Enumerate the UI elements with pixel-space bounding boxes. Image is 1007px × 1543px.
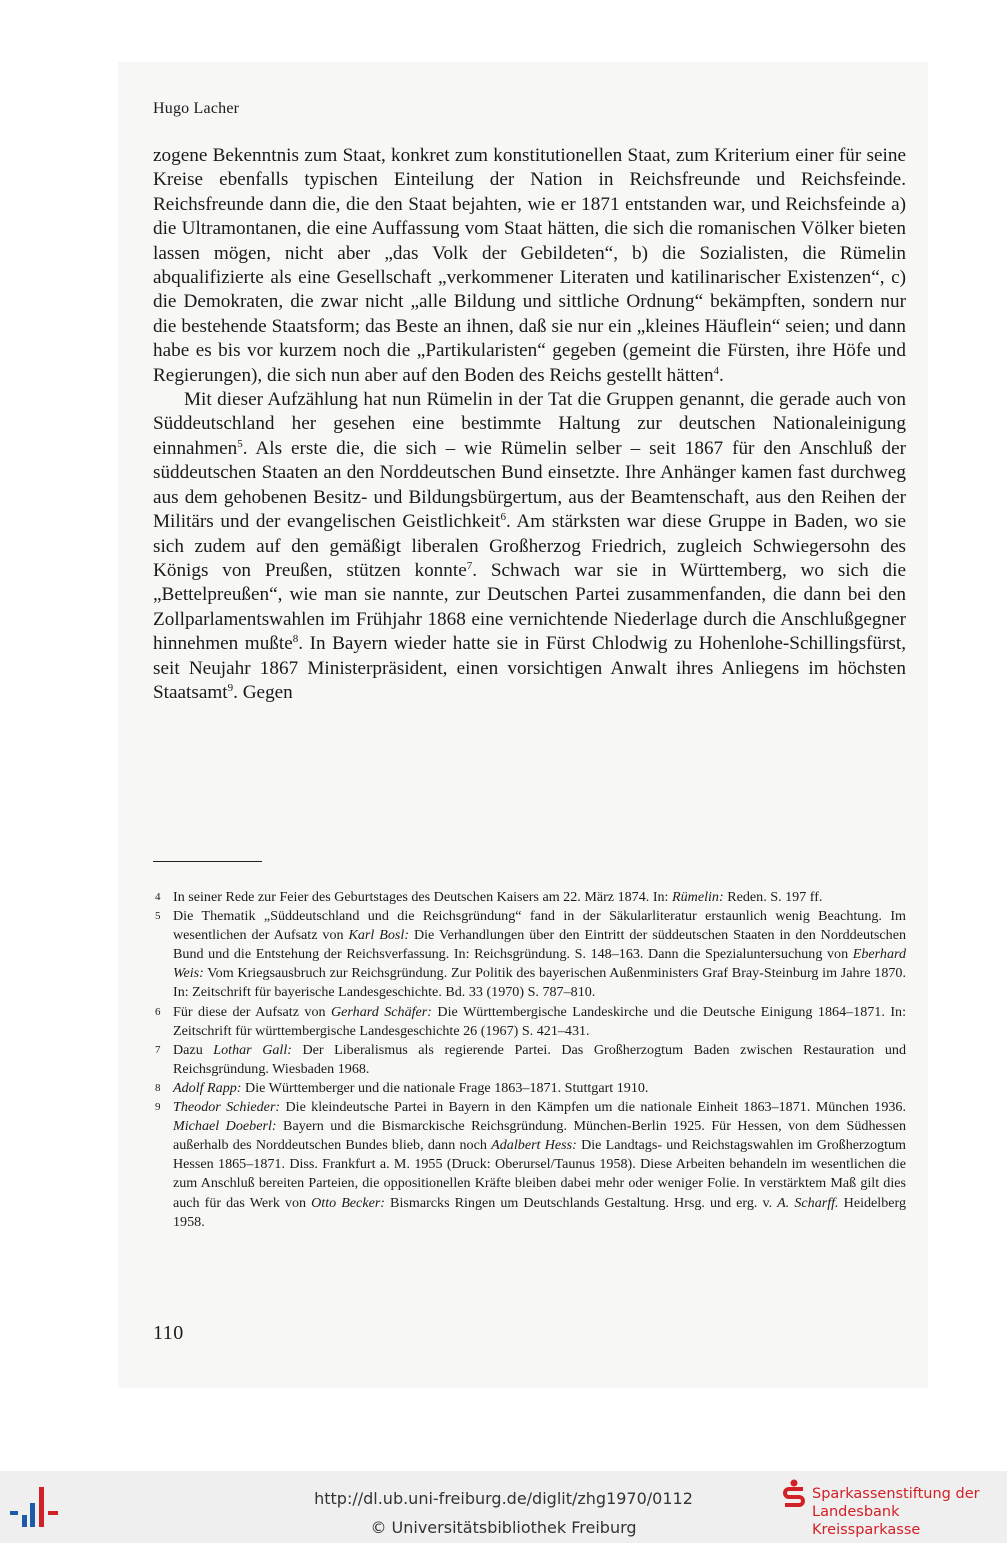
footnote-author: Adolf Rapp: — [173, 1079, 242, 1096]
sponsor-line-1: Sparkassenstiftung der — [812, 1486, 980, 1502]
footnote-ref[interactable]: 5 — [237, 437, 243, 450]
sponsor-line-2: Landesbank Kreissparkasse — [812, 1504, 921, 1538]
footnote-5 — [153, 907, 906, 1002]
footnote-number: 6 — [155, 1005, 161, 1018]
footnote-author: Rümelin: — [672, 889, 724, 905]
footnote-text: Die Württembergische Landeskirche und die Deutsche Einigung 1864–1871. In: Zeitschrift für württembergische Landesgeschichte 26 (1967) S. 421–431. — [173, 1003, 906, 1039]
paragraph-text: . Gegen — [233, 681, 293, 703]
paragraph-text: . Als erste die, die sich – wie Rümelin selber – seit 1867 für den Anschluß der süddeutschen Staaten an den Norddeutschen Bund einsetzte. Ihre Anhänger kamen fast durchweg aus dem gehobenen Besitz- und Bildungsbürgertum, aus der Beamtenschaft, aus den Reihen der Militärs und der evangelischen Geistlichkeit — [153, 437, 906, 533]
footnote-ref[interactable]: 8 — [292, 633, 299, 646]
footnote-author: Eberhard Weis: — [173, 946, 906, 982]
footnote-author: Michael Doeberl: — [173, 1118, 277, 1135]
footnote-text: Bayern und die Bismarckische Reichsgründung. München-Berlin 1925. Für Hessen, von dem Südhessen außerhalb des Norddeutschen Bundes blieb, dann noch — [173, 1118, 907, 1154]
paragraph-text: . In Bayern wieder hatte sie in Fürst Chlodwig zu Hohenlohe-Schillingsfürst, seit Neujahr 1867 Ministerpräsident, einen vorsichtigen Anwalt ihres Anliegens im höchsten Staatsamt — [153, 633, 906, 703]
sponsor-text[interactable] — [812, 1485, 1007, 1539]
paragraph-text: zogene Bekenntnis zum Staat, konkret zum konstitutionellen Staat, zum Kriterium einer für seine Kreise ebenfalls typischen Einteilung der Nation in Reichsfreunde und Reichsfeinde. Reichsfreunde dann die, die den Staat bejahten, wie er 1871 entstanden war, und Reichsfeinde a) die Ultramontanen, die eine Auffassung vom Staat hätten, die sich die romanischen Völker bieten lassen mögen, nicht aber „das Volk der Gebildeten“, b) die Sozialisten, die Rümelin abqualifizierte als eine Gesellschaft „verkommener Literaten und katilinarischer Existenzen“, c) die Demokraten, die zwar nicht „alle Bildung und sittliche Ordnung“ bekämpften, sondern nur die bestehende Staatsform; das Beste an ihnen, daß sie nur ein „kleines Häuflein“ seien; und dann habe es bis vor kurzem noch die „Partikularisten“ gegeben (gemeint die Fürsten, ihre Höfe und Regierungen), die sich nun aber auf den Boden des Reichs gestellt hätten — [153, 145, 906, 386]
copyright-text: © Universitätsbibliothek Freiburg — [370, 1518, 637, 1537]
footnote-author: Karl Bosl: — [348, 927, 410, 944]
footnote-author: Theodor Schieder: — [173, 1099, 281, 1116]
footnote-ref[interactable]: 7 — [466, 559, 473, 572]
footnote-text: Die Württemberger und die nationale Frage 1863–1871. Stuttgart 1910. — [241, 1079, 649, 1096]
paragraph-2 — [153, 388, 906, 705]
footnote-8 — [153, 1079, 906, 1098]
viewer-footer — [0, 1471, 1007, 1543]
paragraph-text: Mit dieser Aufzählung hat nun Rümelin in der Tat die Gruppen genannt, die gerade auch von Süddeutschland her gesehen eine bestimmte Haltung zur deutschen Nationaleinigung einnahmen — [153, 389, 906, 459]
sparkasse-s-icon[interactable] — [781, 1479, 807, 1511]
footnote-6 — [153, 1003, 906, 1041]
footnote-text: In seiner Rede zur Feier des Geburtstages des Deutschen Kaisers am 22. März 1874. In: — [173, 889, 672, 905]
footnote-ref[interactable]: 9 — [227, 681, 234, 694]
body-text — [153, 144, 906, 705]
paragraph-text: . Schwach war sie in Württemberg, wo sich die „Bettelpreußen“, wie man sie nannte, zur Deutschen Partei zusammenfanden, die dann bei den Zollparlamentswahlen im Frühjahr 1868 eine vernichtende Niederlage durch die Anschlußgegner hinnehmen mußte — [153, 559, 906, 655]
footnote-9 — [153, 1098, 906, 1232]
footnote-author: Lothar Gall: — [213, 1041, 292, 1058]
footnote-number: 8 — [155, 1081, 161, 1094]
footnotes — [153, 888, 906, 1232]
footnote-text: Für diese der Aufsatz von — [173, 1003, 331, 1020]
footnote-author: Gerhard Schäfer: — [331, 1003, 432, 1020]
footnote-author: A. Scharff. — [777, 1194, 839, 1211]
footnote-author: Otto Becker: — [311, 1194, 386, 1211]
paragraph-text: . Am stärksten war diese Gruppe in Baden, wo sie sich zudem auf den gemäßigt liberalen Großherzog Friedrich, zugleich Schwiegersohn des Königs von Preußen, stützen konnte — [153, 511, 906, 581]
footnote-ref[interactable]: 6 — [500, 511, 506, 524]
footnote-text: Die kleindeutsche Partei in Bayern in den Kämpfen um die nationale Einheit 1863–1871. München 1936. — [280, 1099, 906, 1116]
footnote-text: Reden. S. 197 ff. — [723, 889, 823, 905]
page-number: 110 — [153, 1322, 184, 1344]
footnote-number: 4 — [155, 891, 161, 903]
footnote-text: Die Landtags- und Reichstagswahlen im Großherzogtum Hessen 1865–1871. Diss. Frankfurt a. M. 1955 (Druck: Oberursel/Taunus 1958). Diese Arbeiten behandeln im wesentlichen die zum Anschluß bereiten Parteien, die oppositionellen Kräfte bleiben dabei mehr oder weniger Folie. In verstärktem Maß gilt dies auch für das Werk von — [173, 1137, 906, 1211]
footnote-ref[interactable]: 4 — [713, 364, 720, 377]
footnote-text: Der Liberalismus als regierende Partei. Das Großherzogtum Baden zwischen Restauration und Reichsgründung. Wiesbaden 1968. — [173, 1041, 907, 1077]
footnote-author: Adalbert Hess: — [491, 1137, 577, 1154]
footnote-text: Heidelberg 1958. — [173, 1194, 906, 1230]
footnote-text: Die Thematik „Süddeutschland und die Reichsgründung“ fand in der Säkularliteratur erstaunlich wenig Beachtung. Im wesentlichen der Aufsatz von — [173, 908, 906, 944]
permalink-url[interactable]: http://dl.ub.uni-freiburg.de/diglit/zhg1970/0112 — [314, 1489, 693, 1508]
footnote-text: Vom Kriegsausbruch zur Reichsgründung. Zur Politik des bayerischen Außenministers Graf Bray-Steinburg im Jahre 1870. In: Zeitschrift für bayerische Landesgeschichte. Bd. 33 (1970) S. 787–810. — [173, 965, 906, 1001]
footnote-text: Die Verhandlungen über den Eintritt der süddeutschen Staaten in den Norddeutschen Bund und die Entstehung der Reichsverfassung. In: Reichsgründung. S. 148–163. Dann die Spezialuntersuchung von — [173, 927, 906, 963]
footnote-number: 7 — [155, 1043, 161, 1056]
footnote-number: 9 — [155, 1101, 161, 1114]
footnote-4 — [153, 888, 906, 907]
running-head: Hugo Lacher — [153, 100, 240, 117]
paragraph-1: zogene Bekenntnis zum Staat, konkret zum konstitutionellen Staat, zum Kriterium einer für seine Kreise ebenfalls typischen Einteilung der Nation in Reichsfreunde und Reichsfeinde. Reichsfreunde dann die, die den Staat bejahten, wie er 1871 entstanden war, und Reichsfeinde a) die Ultramontanen, die eine Auffassung vom Staat hätten, die sich die romanischen Völker bieten lassen mögen, nicht aber „das Volk der Gebildeten“, b) die Sozialisten, die Rümelin abqualifizierte als eine Gesellschaft „verkommener Literaten und katilinarischer Existenzen“, c) die Demokraten, die zwar nicht „alle Bildung und sittliche Ordnung“ bekämpften, sondern nur die bestehende Staatsform; das Beste an ihnen, daß sie nur ein „kleines Häuflein“ seien; und dann habe es bis vor kurzem noch die „Partikularisten“ gegeben (gemeint die Fürsten, ihre Höfe und Regierungen), die sich nun aber auf den Boden des Reichs gestellt hätten$^4$. — [153, 145, 906, 386]
footnote-number: 5 — [155, 910, 161, 923]
footnote-text: Dazu — [173, 1041, 214, 1058]
footnote-7 — [153, 1041, 906, 1079]
footnote-text: Bismarcks Ringen um Deutschlands Gestaltung. Hrsg. und erg. v. — [385, 1194, 778, 1211]
footnote-divider — [153, 861, 262, 862]
